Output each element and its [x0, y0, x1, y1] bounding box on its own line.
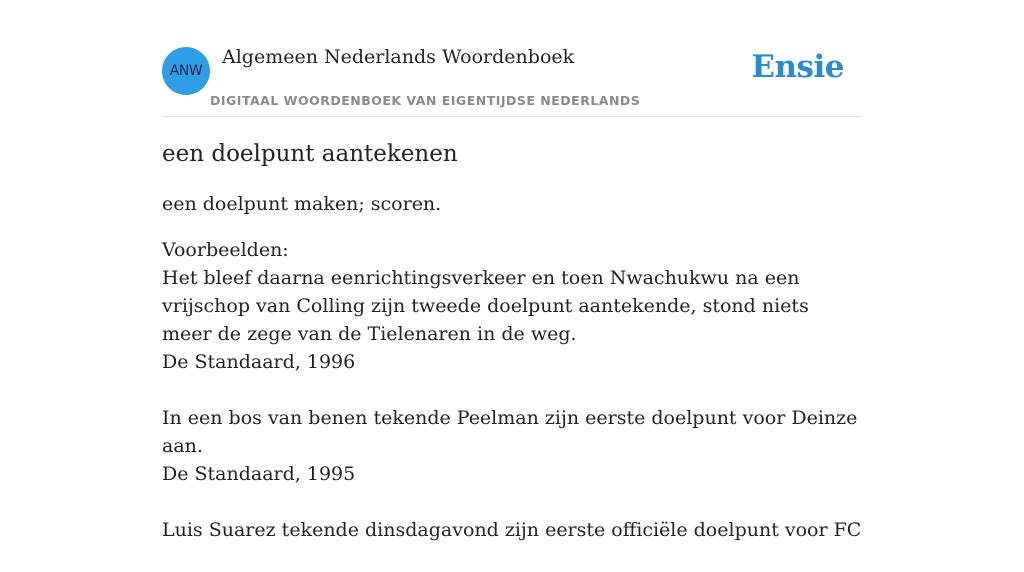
site-header: [162, 0, 862, 117]
example-item: [162, 404, 862, 488]
example-item: [162, 516, 862, 544]
page-title: een doelpunt aantekenen: [162, 141, 458, 167]
example-text: Het bleef daarna eenrichtingsverkeer en toen Nwachukwu na een vrijschop van Colling zijn tweede doelpunt aantekende, stond niets meer de zege van de Tielenaren in de weg.: [162, 267, 809, 345]
entry-content: [162, 138, 862, 572]
examples-label: Voorbeelden:: [162, 239, 289, 261]
site-title[interactable]: Algemeen Nederlands Woordenboek: [222, 46, 575, 68]
example-text: In een bos van benen tekende Peelman zijn eerste doelpunt voor Deinze aan.: [162, 407, 858, 457]
example-source: De Standaard, 1995: [162, 463, 356, 485]
example-text: Luis Suarez tekende dinsdagavond zijn eerste officiële doelpunt voor FC: [162, 519, 862, 541]
ensie-brand-link[interactable]: Ensie: [751, 49, 844, 85]
definition: een doelpunt maken; scoren.: [162, 193, 442, 215]
site-subtitle: DIGITAAL WOORDENBOEK VAN EIGENTIJDSE NEDERLANDS: [210, 93, 641, 108]
anw-logo[interactable]: ANW: [162, 47, 210, 95]
example-source: De Standaard, 1996: [162, 351, 356, 373]
examples-section: [162, 236, 862, 544]
example-item: [162, 264, 862, 376]
